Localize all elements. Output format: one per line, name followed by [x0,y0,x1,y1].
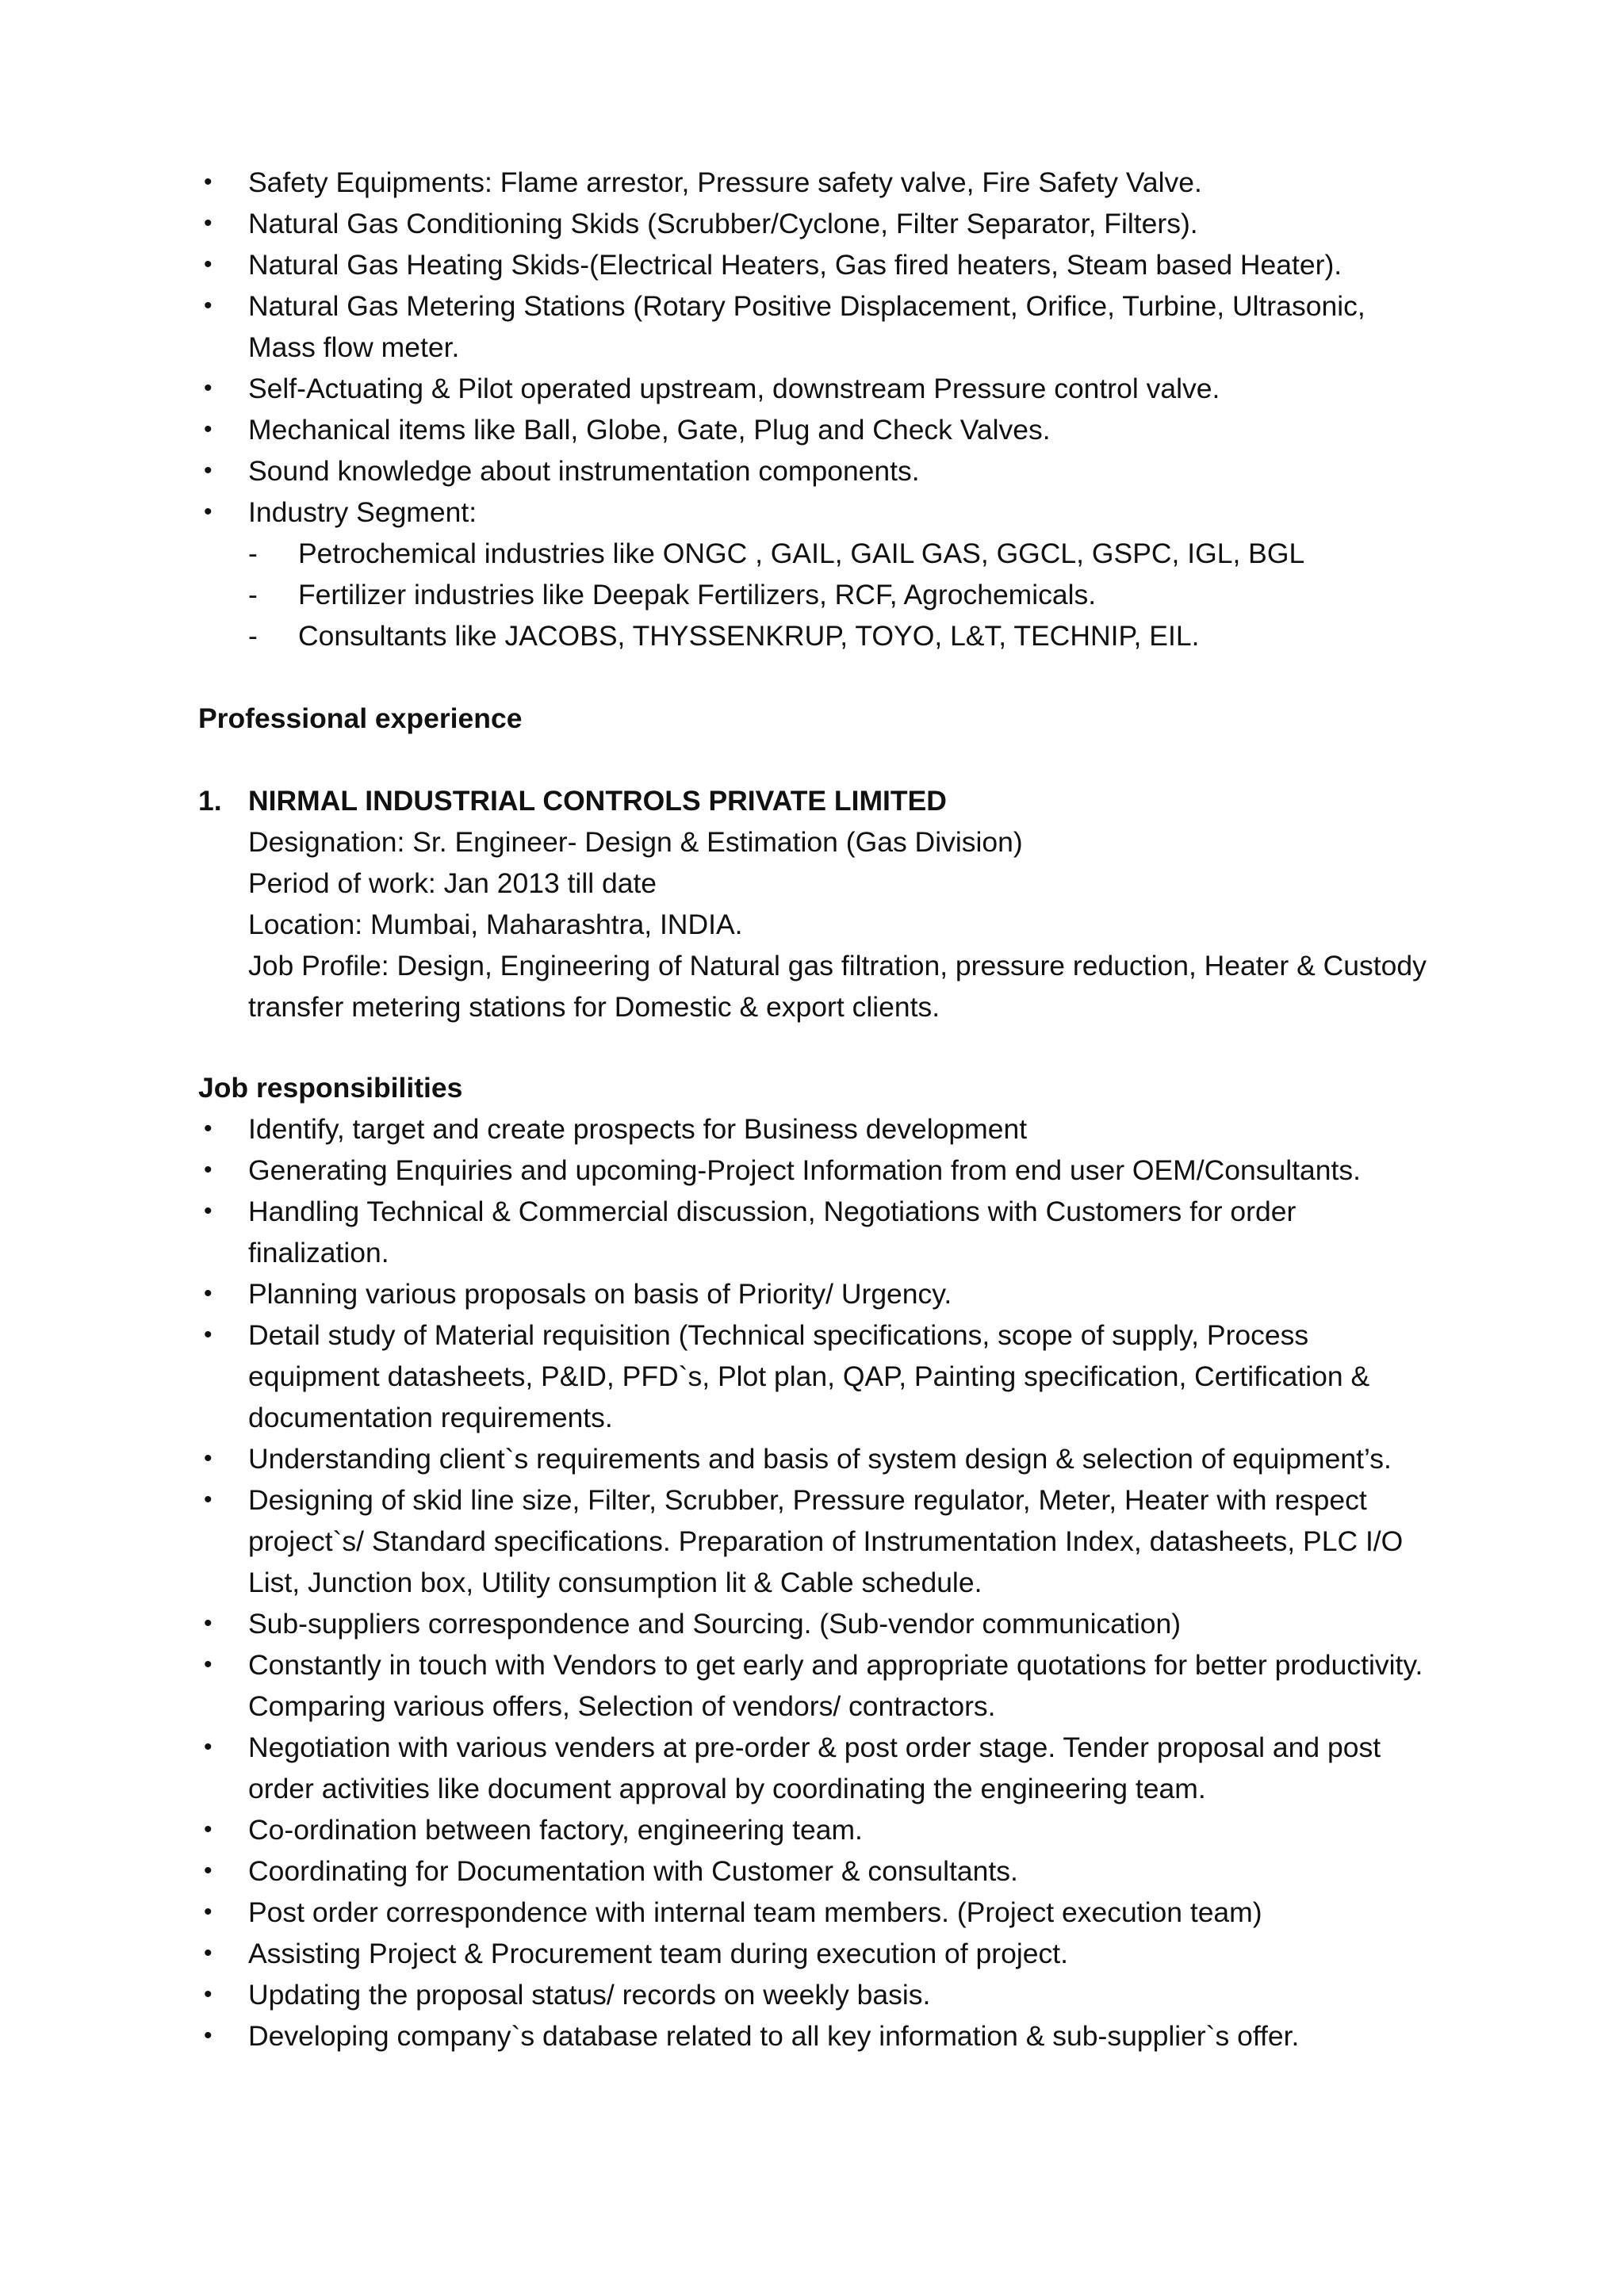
bullet-icon: • [204,1198,213,1224]
list-item: • Co-ordination between factory, engineering team. [198,1809,1435,1850]
list-item: • Industry Segment: - Petrochemical industries like ONGC , GAIL, GAIL GAS, GGCL, GSPC, IGL, BGL - Fertilizer industries like Deepak Fertilizers, RCF, Agrochemicals. - Consultants like JACOBS, THYSSENKRUP, TOYO, L&T, TECHNIP, EIL. [198,492,1435,656]
bullet-icon: • [204,1981,213,2007]
list-item: • Natural Gas Heating Skids-(Electrical Heaters, Gas fired heaters, Steam based Heater). [198,244,1435,285]
bullet-icon: • [204,1157,213,1183]
bullet-icon: • [204,457,213,484]
responsibilities-list [198,1108,1435,2057]
bullet-icon: • [204,1115,213,1142]
location: Location: Mumbai, Maharashtra, INDIA. [248,909,743,940]
company-heading [198,780,1435,821]
designation: Designation: Sr. Engineer- Design & Estimation (Gas Division) [248,826,1023,858]
job-responsibilities-heading: Job responsibilities [198,1072,463,1104]
professional-experience-heading: Professional experience [198,702,523,734]
bullet-icon: • [204,1940,213,1966]
dash-icon: - [248,579,258,610]
bullet-icon: • [204,293,213,319]
list-item: • Post order correspondence with internal team members. (Project execution team) [198,1892,1435,1933]
list-item: • Understanding client`s requirements and basis of system design & selection of equipment’s. [198,1438,1435,1479]
bullet-icon: • [204,416,213,442]
skills-list [198,162,1435,656]
dash-icon: - [248,538,258,569]
bullet-icon: • [204,1899,213,1925]
list-item: • Handling Technical & Commercial discussion, Negotiations with Customers for order finalization. [198,1191,1435,1273]
period-of-work: Period of work: Jan 2013 till date [248,867,657,899]
bullet-icon: • [204,375,213,401]
bullet-icon: • [204,1322,213,1348]
list-item: • Self-Actuating & Pilot operated upstream, downstream Pressure control valve. [198,368,1435,409]
list-item: • Generating Enquiries and upcoming-Project Information from end user OEM/Consultants. [198,1150,1435,1191]
bullet-icon: • [204,1445,213,1471]
list-item: • Safety Equipments: Flame arrestor, Pressure safety valve, Fire Safety Valve. [198,162,1435,203]
bullet-icon: • [204,1280,213,1307]
list-item: • Negotiation with various venders at pre-order & post order stage. Tender proposal and post order activities like document approval by coordinating the engineering team. [198,1727,1435,1809]
bullet-icon: • [204,499,213,525]
list-item: • Updating the proposal status/ records on weekly basis. [198,1974,1435,2015]
list-item: • Natural Gas Metering Stations (Rotary Positive Displacement, Orifice, Turbine, Ultrasonic, Mass flow meter. [198,285,1435,368]
company-number: 1. [198,785,222,817]
bullet-icon: • [204,169,213,195]
list-item: • Mechanical items like Ball, Globe, Gate, Plug and Check Valves. [198,409,1435,450]
list-item: • Sound knowledge about instrumentation components. [198,450,1435,492]
list-item: • Assisting Project & Procurement team during execution of project. [198,1933,1435,1974]
bullet-icon: • [204,2022,213,2049]
list-item: • Designing of skid line size, Filter, Scrubber, Pressure regulator, Meter, Heater with respect project`s/ Standard specifications. Preparation of Instrumentation Index, datasheets, PLC I/O List, Junction box, Utility consumption lit & Cable schedule. [198,1479,1435,1603]
industry-segment-list [248,533,1435,656]
list-item: • Natural Gas Conditioning Skids (Scrubber/Cyclone, Filter Separator, Filters). [198,203,1435,244]
list-item: • Coordinating for Documentation with Customer & consultants. [198,1850,1435,1892]
list-item: • Sub-suppliers correspondence and Sourcing. (Sub-vendor communication) [198,1603,1435,1644]
bullet-icon: • [204,1651,213,1678]
job-profile: Job Profile: Design, Engineering of Natural gas filtration, pressure reduction, Heater & Custody transfer metering stations for Domestic & export clients. [248,950,1427,1023]
bullet-icon: • [204,1610,213,1636]
bullet-icon: • [204,251,213,277]
sub-list-item: - Consultants like JACOBS, THYSSENKRUP, TOYO, L&T, TECHNIP, EIL. [248,615,1435,656]
bullet-icon: • [204,1734,213,1760]
dash-icon: - [248,620,258,652]
sub-list-item: - Fertilizer industries like Deepak Fertilizers, RCF, Agrochemicals. [248,574,1435,615]
sub-list-item: - Petrochemical industries like ONGC , GAIL, GAIL GAS, GGCL, GSPC, IGL, BGL [248,533,1435,574]
list-item: • Constantly in touch with Vendors to get early and appropriate quotations for better productivity. Comparing various offers, Selection of vendors/ contractors. [198,1644,1435,1727]
bullet-icon: • [204,1487,213,1513]
list-item: • Developing company`s database related to all key information & sub-supplier`s offer. [198,2015,1435,2057]
list-item: • Detail study of Material requisition (Technical specifications, scope of supply, Process equipment datasheets, P&ID, PFD`s, Plot plan, QAP, Painting specification, Certification & documentation requirements. [198,1314,1435,1438]
bullet-icon: • [204,1858,213,1884]
resume-page [198,162,1435,2057]
bullet-icon: • [204,210,213,236]
bullet-icon: • [204,1816,213,1843]
company-name: NIRMAL INDUSTRIAL CONTROLS PRIVATE LIMITED [248,785,947,817]
list-item: • Planning various proposals on basis of Priority/ Urgency. [198,1273,1435,1314]
list-item: • Identify, target and create prospects for Business development [198,1108,1435,1150]
